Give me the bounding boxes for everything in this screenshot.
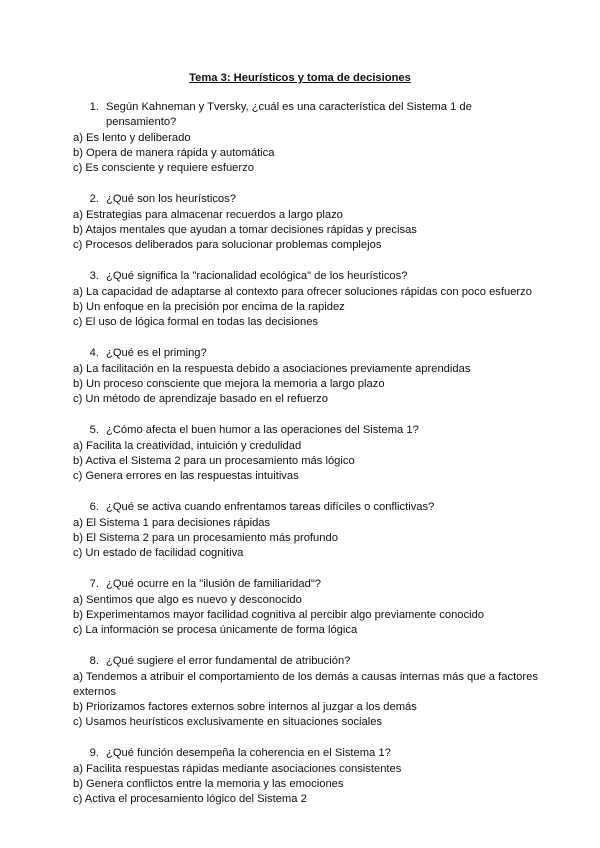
question-header <box>73 746 543 761</box>
answer-option: a) Es lento y deliberado <box>73 132 191 144</box>
answer-option: b) El Sistema 2 para un procesamiento más profundo <box>73 532 338 544</box>
question-item <box>73 346 543 407</box>
question-header <box>73 100 543 130</box>
question-item <box>73 746 543 807</box>
question-number: 4. <box>89 347 99 359</box>
question-number: 1. <box>89 101 99 113</box>
answer-option: b) Opera de manera rápida y automática <box>73 147 275 159</box>
page-title: Tema 3: Heurísticos y toma de decisiones <box>189 72 411 84</box>
answer-option: b) Atajos mentales que ayudan a tomar decisiones rápidas y precisas <box>73 224 417 236</box>
answer-option: a) Estrategias para almacenar recuerdos a largo plazo <box>73 209 343 221</box>
question-item <box>73 423 543 484</box>
answer-option: c) Activa el procesamiento lógico del Sistema 2 <box>73 793 307 805</box>
question-text: ¿Qué significa la "racionalidad ecológica" de los heurísticos? <box>106 270 408 282</box>
question-item <box>73 577 543 638</box>
question-text: ¿Qué sugiere el error fundamental de atribución? <box>106 655 351 667</box>
answer-option: b) Un enfoque en la precisión por encima de la rapidez <box>73 301 345 313</box>
question-header <box>73 269 543 284</box>
question-header <box>73 423 543 438</box>
answer-option: c) Genera errores en las respuestas intuitivas <box>73 470 299 482</box>
answer-option: c) Un estado de facilidad cognitiva <box>73 547 244 559</box>
question-text: ¿Qué es el priming? <box>106 347 207 359</box>
answer-option: c) La información se procesa únicamente de forma lógica <box>73 624 358 636</box>
question-text: ¿Qué ocurre en la "ilusión de familiaridad"? <box>106 578 322 590</box>
question-item <box>73 500 543 561</box>
question-header <box>73 654 543 669</box>
question-number: 6. <box>89 501 99 513</box>
question-number: 7. <box>89 578 99 590</box>
question-header <box>73 192 543 207</box>
question-number: 8. <box>89 655 99 667</box>
question-text: ¿Qué función desempeña la coherencia en el Sistema 1? <box>106 747 391 759</box>
question-text: ¿Qué son los heurísticos? <box>106 193 236 205</box>
answer-option: a) Sentimos que algo es nuevo y desconocido <box>73 594 302 606</box>
answer-option: c) Procesos deliberados para solucionar problemas complejos <box>73 239 382 251</box>
answer-option: a) Tendemos a atribuir el comportamiento de los demás a causas internas más que a factores externos <box>73 671 538 698</box>
answer-option: c) Es consciente y requiere esfuerzo <box>73 162 254 174</box>
question-header <box>73 500 543 515</box>
answer-option: a) La facilitación en la respuesta debido a asociaciones previamente aprendidas <box>73 363 471 375</box>
question-item <box>73 100 543 176</box>
question-text: Según Kahneman y Tversky, ¿cuál es una característica del Sistema 1 de pensamiento? <box>106 101 472 128</box>
question-header <box>73 577 543 592</box>
question-number: 5. <box>89 424 99 436</box>
question-list <box>73 100 543 823</box>
question-text: ¿Cómo afecta el buen humor a las operaciones del Sistema 1? <box>106 424 419 436</box>
question-number: 2. <box>89 193 99 205</box>
answer-option: c) El uso de lógica formal en todas las decisiones <box>73 316 319 328</box>
question-item <box>73 654 543 730</box>
answer-option: a) El Sistema 1 para decisiones rápidas <box>73 517 271 529</box>
answer-option: c) Usamos heurísticos exclusivamente en situaciones sociales <box>73 716 383 728</box>
answer-option: c) Un método de aprendizaje basado en el refuerzo <box>73 393 328 405</box>
question-number: 3. <box>89 270 99 282</box>
answer-option: b) Genera conflictos entre la memoria y las emociones <box>73 778 344 790</box>
answer-option: a) Facilita respuestas rápidas mediante asociaciones consistentes <box>73 763 402 775</box>
answer-option: a) Facilita la creatividad, intuición y credulidad <box>73 440 302 452</box>
question-header <box>73 346 543 361</box>
answer-option: b) Experimentamos mayor facilidad cognitiva al percibir algo previamente conocido <box>73 609 485 621</box>
question-number: 9. <box>89 747 99 759</box>
answer-option: b) Priorizamos factores externos sobre internos al juzgar a los demás <box>73 701 417 713</box>
answer-option: a) La capacidad de adaptarse al contexto para ofrecer soluciones rápidas con poco esfuerzo <box>73 286 532 298</box>
question-text: ¿Qué se activa cuando enfrentamos tareas difíciles o conflictivas? <box>106 501 435 513</box>
answer-option: b) Un proceso consciente que mejora la memoria a largo plazo <box>73 378 385 390</box>
question-item <box>73 269 543 330</box>
answer-option: b) Activa el Sistema 2 para un procesamiento más lógico <box>73 455 355 467</box>
question-item <box>73 192 543 253</box>
